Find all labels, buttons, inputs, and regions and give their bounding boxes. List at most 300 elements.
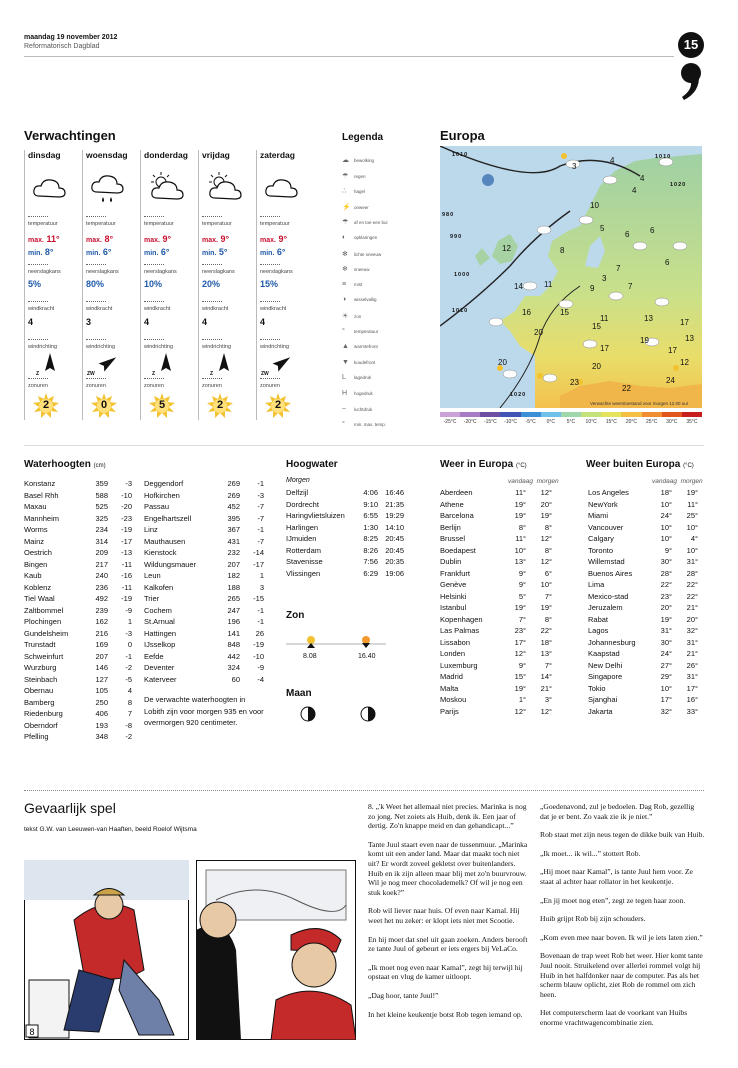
table-cell: -20 <box>121 502 132 511</box>
table-cell: Mainz <box>24 536 45 546</box>
table-cell: 21° <box>540 683 552 693</box>
table-row <box>438 522 554 534</box>
precip-value: 5% <box>28 279 42 289</box>
table-cell: -2 <box>125 663 132 672</box>
table-row <box>284 533 406 545</box>
wind-value: 4 <box>202 317 208 327</box>
table-cell: Helsinki <box>440 591 467 601</box>
table-cell: Linz <box>144 525 158 534</box>
wind-value: 4 <box>28 317 34 327</box>
table-cell: 525 <box>95 502 108 511</box>
sun-hours-value: 2 <box>216 399 224 411</box>
table-row <box>22 593 134 605</box>
table-cell: -3 <box>257 490 264 500</box>
table-cell: Maxau <box>24 502 47 511</box>
table-row <box>142 524 266 536</box>
table-row <box>586 694 700 706</box>
table-cell: -5 <box>125 674 132 684</box>
table-cell: Genève <box>440 580 467 589</box>
map-temp: 20 <box>592 362 601 371</box>
table-cell: Kalkofen <box>144 582 174 592</box>
sun-hours-badge <box>91 393 117 419</box>
table-cell: NewYork <box>588 499 618 509</box>
legend-item <box>342 296 377 303</box>
table-row <box>586 602 700 614</box>
table-cell: 10° <box>660 499 672 509</box>
table-cell: 12° <box>514 649 526 658</box>
table-cell: 4 <box>127 686 132 695</box>
table-cell: 269 <box>227 479 240 488</box>
table-cell: -14 <box>253 548 264 557</box>
weer-buiten-colheads: vandaag morgen <box>652 478 703 485</box>
map-temp: 20 <box>534 328 543 337</box>
map-temp: 7 <box>616 264 621 273</box>
header-paper: Reformatorisch Dagblad <box>24 43 100 50</box>
table-row <box>22 501 134 513</box>
legend-item <box>342 359 375 366</box>
table-cell: Tiel Waal <box>24 594 55 603</box>
legend-symbol-icon: ∴ <box>342 188 347 196</box>
forecast-day <box>198 150 253 420</box>
legend-label: onweer <box>354 204 369 210</box>
table-cell: Gundelsheim <box>24 628 69 638</box>
min-value: 5° <box>218 247 228 257</box>
sunrise-time: 8.08 <box>303 653 317 660</box>
table-cell: 9° <box>518 660 526 670</box>
table-row <box>142 501 266 513</box>
table-cell: 452 <box>227 502 240 511</box>
legend-label: bewolking <box>354 158 375 163</box>
table-row <box>284 522 406 534</box>
table-cell: 265 <box>227 594 240 603</box>
table-cell: Delfzijl <box>286 488 309 497</box>
table-cell: 367 <box>227 525 240 534</box>
table-row <box>142 628 266 640</box>
comic-title: Gevaarlijk spel <box>24 800 116 816</box>
sun-cloud-icon <box>147 172 187 204</box>
legend-label: hagel <box>354 189 366 195</box>
table-cell: 22° <box>686 580 698 589</box>
legend-label: wisselvallig <box>354 297 377 303</box>
table-cell: Mauthausen <box>144 536 186 546</box>
table-cell: Vancouver <box>588 522 624 532</box>
table-cell: 7° <box>544 660 552 670</box>
table-cell: 1 <box>259 571 264 580</box>
scale-swatch <box>561 412 581 417</box>
forecast-day <box>82 150 137 420</box>
scale-label: -5°C <box>525 419 536 425</box>
legend-item <box>342 281 362 288</box>
map-temp: 11 <box>544 280 553 289</box>
table-cell: 127 <box>95 674 108 684</box>
table-cell: 12° <box>540 557 552 566</box>
table-row <box>22 674 134 686</box>
table-cell: 8° <box>544 614 552 624</box>
table-cell: 11° <box>515 488 526 497</box>
table-cell: 26° <box>686 660 698 670</box>
table-cell: 16° <box>686 695 698 704</box>
table-cell: Deggendorf <box>144 479 184 488</box>
legend-item <box>342 374 371 381</box>
story-paragraph: „Hij moet naar Kamal”, is tante Juul hem voor. Ze staat al achter haar rollator in het keukentje. <box>540 867 693 886</box>
table-cell: 7:56 <box>363 557 378 566</box>
comic-credit: tekst G.W. van Leeuwen-van Haaften, beeld Roelof Wijtsma <box>24 826 197 833</box>
table-cell: 240 <box>95 571 108 580</box>
table-cell: 23° <box>514 626 526 635</box>
table-cell: 3° <box>544 695 552 704</box>
sun-title: Zon <box>286 610 305 621</box>
table-row <box>142 651 266 663</box>
water-table-left <box>22 478 134 743</box>
table-row <box>438 556 554 568</box>
story-paragraph: Bovenaan de trap weet Rob het weer. Hier komt tante Juul nooit. Struikelend over allerlei rommel volgt hij Huib in het halfdonker naar de computer. Pas als het scherm blauw oplicht, ziet Rob de rommel om zich heen. <box>540 951 703 999</box>
max-value: 9° <box>162 234 172 244</box>
table-row <box>438 602 554 614</box>
table-cell: 196 <box>227 617 240 626</box>
label-temperature: temperatuur <box>28 221 58 227</box>
table-row <box>586 545 700 557</box>
table-cell: 431 <box>227 536 240 546</box>
scale-label: -15°C <box>483 419 497 425</box>
sun-hours-badge <box>207 393 233 419</box>
table-cell: 19° <box>540 511 552 520</box>
table-cell: 28° <box>660 568 672 578</box>
legend-label: temperatuur <box>354 328 379 334</box>
forecast-title: Verwachtingen <box>24 128 116 143</box>
label-precip: neerslagkans <box>202 269 235 275</box>
table-row <box>586 487 700 499</box>
table-cell: 395 <box>227 513 240 523</box>
table-cell: Singapore <box>588 672 623 681</box>
table-cell: 10° <box>660 683 672 693</box>
table-cell: Miami <box>588 511 608 520</box>
table-cell: 8° <box>544 522 552 532</box>
table-cell: 31° <box>660 626 672 635</box>
table-cell: Riedenburg <box>24 709 63 718</box>
table-cell: 8 <box>127 697 132 707</box>
table-row <box>142 559 266 571</box>
legend-item <box>342 265 370 273</box>
dotted-line <box>202 339 222 340</box>
map-temp: 4 <box>610 156 615 165</box>
legend-symbol-icon: ▲ <box>342 343 349 351</box>
table-row <box>438 683 554 695</box>
map-temp: 23 <box>570 378 579 387</box>
table-row <box>142 605 266 617</box>
table-cell: 32° <box>686 626 698 635</box>
table-cell: Bamberg <box>24 697 55 707</box>
table-cell: Mannheim <box>24 513 60 523</box>
table-cell: 10° <box>540 580 552 589</box>
table-row <box>438 533 554 545</box>
europe-title: Europa <box>440 128 485 143</box>
dotted-line <box>202 264 222 265</box>
table-cell: St.Arnual <box>144 617 175 626</box>
table-row <box>586 706 700 718</box>
table-cell: 13° <box>540 649 552 658</box>
forecast-day <box>24 150 79 420</box>
min-value: 6° <box>160 247 170 257</box>
table-cell: Konstanz <box>24 479 56 488</box>
table-cell: 21° <box>686 649 698 658</box>
table-cell: -19 <box>121 594 132 603</box>
label-winddir: windrichting <box>260 344 290 350</box>
forecast-day <box>256 150 311 420</box>
max-value: 9° <box>220 234 230 244</box>
table-row <box>586 625 700 637</box>
table-cell: 247 <box>227 605 240 615</box>
sun-hours-badge <box>149 393 175 419</box>
legend-symbol-icon: ✻ <box>342 250 348 258</box>
legend-item <box>342 328 378 335</box>
table-cell: 12° <box>514 706 526 716</box>
dotted-line <box>28 339 48 340</box>
day-name: vrijdag <box>202 150 230 160</box>
label-temperature: temperatuur <box>144 221 174 227</box>
table-row <box>142 616 266 628</box>
label-sun: zonuren <box>86 383 106 389</box>
dotted-line <box>28 264 48 265</box>
label-precip: neerslagkans <box>28 269 61 275</box>
table-cell: Dublin <box>440 557 462 566</box>
pressure-label: 1010 <box>655 154 672 160</box>
table-row <box>142 593 266 605</box>
weer-eu-colheads: vandaag morgen <box>508 478 559 485</box>
map-temp: 22 <box>622 384 631 393</box>
wind-direction: Z <box>36 371 40 377</box>
dotted-line <box>144 216 164 217</box>
label-precip: neerslagkans <box>260 269 293 275</box>
temp-min <box>257 247 286 257</box>
table-cell: Worms <box>24 525 48 534</box>
table-cell: Plochingen <box>24 617 62 626</box>
table-cell: Eefde <box>144 651 164 661</box>
table-cell: 27° <box>660 660 672 670</box>
table-cell: Oestrich <box>24 548 52 557</box>
table-cell: -23 <box>121 513 132 523</box>
max-label: max. <box>86 237 102 244</box>
table-cell: 10° <box>660 534 672 543</box>
scale-swatch <box>682 412 702 417</box>
temp-max <box>83 234 113 244</box>
table-cell: Dordrecht <box>286 499 319 509</box>
min-value: 6° <box>276 247 286 257</box>
scale-label: 30°C <box>666 419 678 425</box>
scale-swatch <box>601 412 621 417</box>
table-cell: Deventer <box>144 663 175 672</box>
table-cell: -3 <box>125 628 132 638</box>
forecast-day <box>140 150 195 420</box>
rain-icon <box>89 172 129 204</box>
table-cell: 6° <box>544 568 552 578</box>
min-value: 8° <box>44 247 54 257</box>
sun-hours-value: 5 <box>158 399 166 411</box>
dotted-line <box>144 378 164 379</box>
dotted-line <box>202 378 222 379</box>
table-cell: Zaltbommel <box>24 605 64 615</box>
header-rule <box>24 56 674 57</box>
table-cell: 20:45 <box>385 534 404 543</box>
table-cell: -7 <box>257 502 264 511</box>
day-name: zaterdag <box>260 150 295 160</box>
table-cell: Wurzburg <box>24 663 57 672</box>
label-temperature: temperatuur <box>260 221 290 227</box>
wind-value: 4 <box>144 317 150 327</box>
comic-panel-2 <box>196 860 356 1040</box>
sun-hours-value: 0 <box>100 399 108 411</box>
dotted-line <box>144 301 164 302</box>
wind-direction: ZW <box>87 371 95 377</box>
table-row <box>22 662 134 674</box>
legend-label: warmtefront <box>354 344 378 350</box>
day-name: woensdag <box>86 150 128 160</box>
table-cell: 146 <box>95 663 108 672</box>
table-cell: 1 <box>127 617 132 626</box>
wind-value: 4 <box>260 317 266 327</box>
scale-label: 5°C <box>566 419 576 425</box>
table-cell: -1 <box>257 605 264 615</box>
table-row <box>142 639 266 651</box>
page-number: 15 <box>678 32 704 58</box>
map-temp: 4 <box>640 174 645 183</box>
table-cell: Istanbul <box>440 603 467 612</box>
temp-min <box>141 247 170 257</box>
table-cell: 19° <box>686 488 698 497</box>
table-cell: -19 <box>121 525 132 534</box>
table-row <box>142 536 266 548</box>
table-cell: 250 <box>95 697 108 707</box>
table-cell: 207 <box>95 651 108 661</box>
table-cell: -1 <box>257 617 264 626</box>
table-row <box>22 651 134 663</box>
table-cell: 7 <box>127 709 132 718</box>
table-cell: 1:30 <box>363 522 378 532</box>
table-cell: 28° <box>686 568 698 578</box>
legend-symbol-icon: ◑ <box>342 296 347 304</box>
table-cell: 23° <box>660 591 672 601</box>
table-cell: 8° <box>518 522 526 532</box>
scale-label: 25°C <box>646 419 658 425</box>
sun-hours-badge <box>33 393 59 419</box>
table-cell: Lagos <box>588 626 609 635</box>
tide-table <box>284 487 406 579</box>
table-cell: 239 <box>95 605 108 615</box>
label-winddir: windrichting <box>144 344 174 350</box>
legend-item <box>342 234 377 241</box>
table-cell: 17° <box>514 637 526 647</box>
table-cell: 19:29 <box>385 511 404 520</box>
table-cell: New Delhi <box>588 660 623 670</box>
table-cell: 216 <box>95 628 108 638</box>
legend-item <box>342 172 366 180</box>
story-paragraph: En hij moet dat snel uit gaan zoeken. Anders berooft ze tante Juul of gebeurt er iets ergers bij VeLaCo. <box>368 934 528 954</box>
temp-min <box>25 247 54 257</box>
table-row <box>22 524 134 536</box>
dotted-line <box>28 216 48 217</box>
table-row <box>586 579 700 591</box>
table-cell: 24° <box>660 511 672 520</box>
table-cell: IJmuiden <box>286 534 317 543</box>
map-temp: 19 <box>640 336 649 345</box>
table-cell: 21:35 <box>385 499 404 509</box>
table-cell: 19° <box>514 499 526 509</box>
map-temp: 6 <box>665 258 670 267</box>
table-cell: 232 <box>227 548 240 557</box>
table-cell: IJsselkop <box>144 640 176 649</box>
legend-symbol-icon: ❄ <box>342 266 348 274</box>
table-cell: 8:26 <box>363 545 378 555</box>
table-cell: Wildungsmauer <box>144 559 197 569</box>
legend-symbol-icon: ☂ <box>342 172 349 180</box>
map-temp: 14 <box>514 282 523 291</box>
legend-symbol-icon: H <box>342 390 348 397</box>
wind-direction: Z <box>152 371 156 377</box>
table-cell: -17 <box>121 536 132 546</box>
sun-hours-badge <box>265 393 291 419</box>
dotted-line <box>144 339 164 340</box>
temp-max <box>199 234 229 244</box>
table-cell: 17° <box>660 695 672 704</box>
table-cell: -17 <box>253 559 264 569</box>
pressure-label: 1010 <box>452 152 469 158</box>
table-cell: 20° <box>660 603 672 612</box>
table-cell: Rotterdam <box>286 545 322 555</box>
table-cell: Kaapstad <box>588 649 620 658</box>
table-cell: -3 <box>125 479 132 488</box>
legend-title: Legenda <box>342 132 384 143</box>
table-cell: Bingen <box>24 559 48 569</box>
table-row <box>142 662 266 674</box>
dotted-line <box>86 378 106 379</box>
table-row <box>586 683 700 695</box>
table-cell: 17° <box>686 683 698 693</box>
table-cell: Los Angeles <box>588 488 629 497</box>
map-temp: 5 <box>600 224 605 233</box>
scale-swatch <box>621 412 641 417</box>
table-cell: -8 <box>125 720 132 730</box>
legend-symbol-icon: ☂ <box>342 219 349 227</box>
table-cell: Madrid <box>440 672 463 681</box>
table-cell: 25° <box>686 511 698 520</box>
pressure-label: 980 <box>442 212 455 218</box>
legend-item <box>342 421 386 428</box>
table-cell: 22° <box>660 580 672 589</box>
max-label: max. <box>144 237 160 244</box>
table-cell: Londen <box>440 649 466 658</box>
map-temp: 11 <box>600 314 609 323</box>
legend-label: lichte sneeuw <box>354 251 382 257</box>
table-cell: -4 <box>257 674 264 684</box>
dotted-line <box>260 339 280 340</box>
dotted-line <box>144 264 164 265</box>
table-row <box>284 499 406 511</box>
map-temp: 12 <box>502 244 511 253</box>
table-cell: 20:35 <box>385 557 404 566</box>
scale-swatch <box>480 412 500 417</box>
min-label: min. <box>144 250 159 257</box>
table-row <box>142 582 266 594</box>
scale-swatch <box>521 412 541 417</box>
table-row <box>22 513 134 525</box>
label-precip: neerslagkans <box>86 269 119 275</box>
moon-phase-icon <box>301 707 315 721</box>
table-cell: Steinbach <box>24 674 58 684</box>
legend-label: koudefront <box>354 359 376 365</box>
legend-label: regen <box>354 173 366 179</box>
table-cell: -11 <box>121 582 132 592</box>
table-row <box>22 708 134 720</box>
table-cell: 182 <box>227 571 240 580</box>
